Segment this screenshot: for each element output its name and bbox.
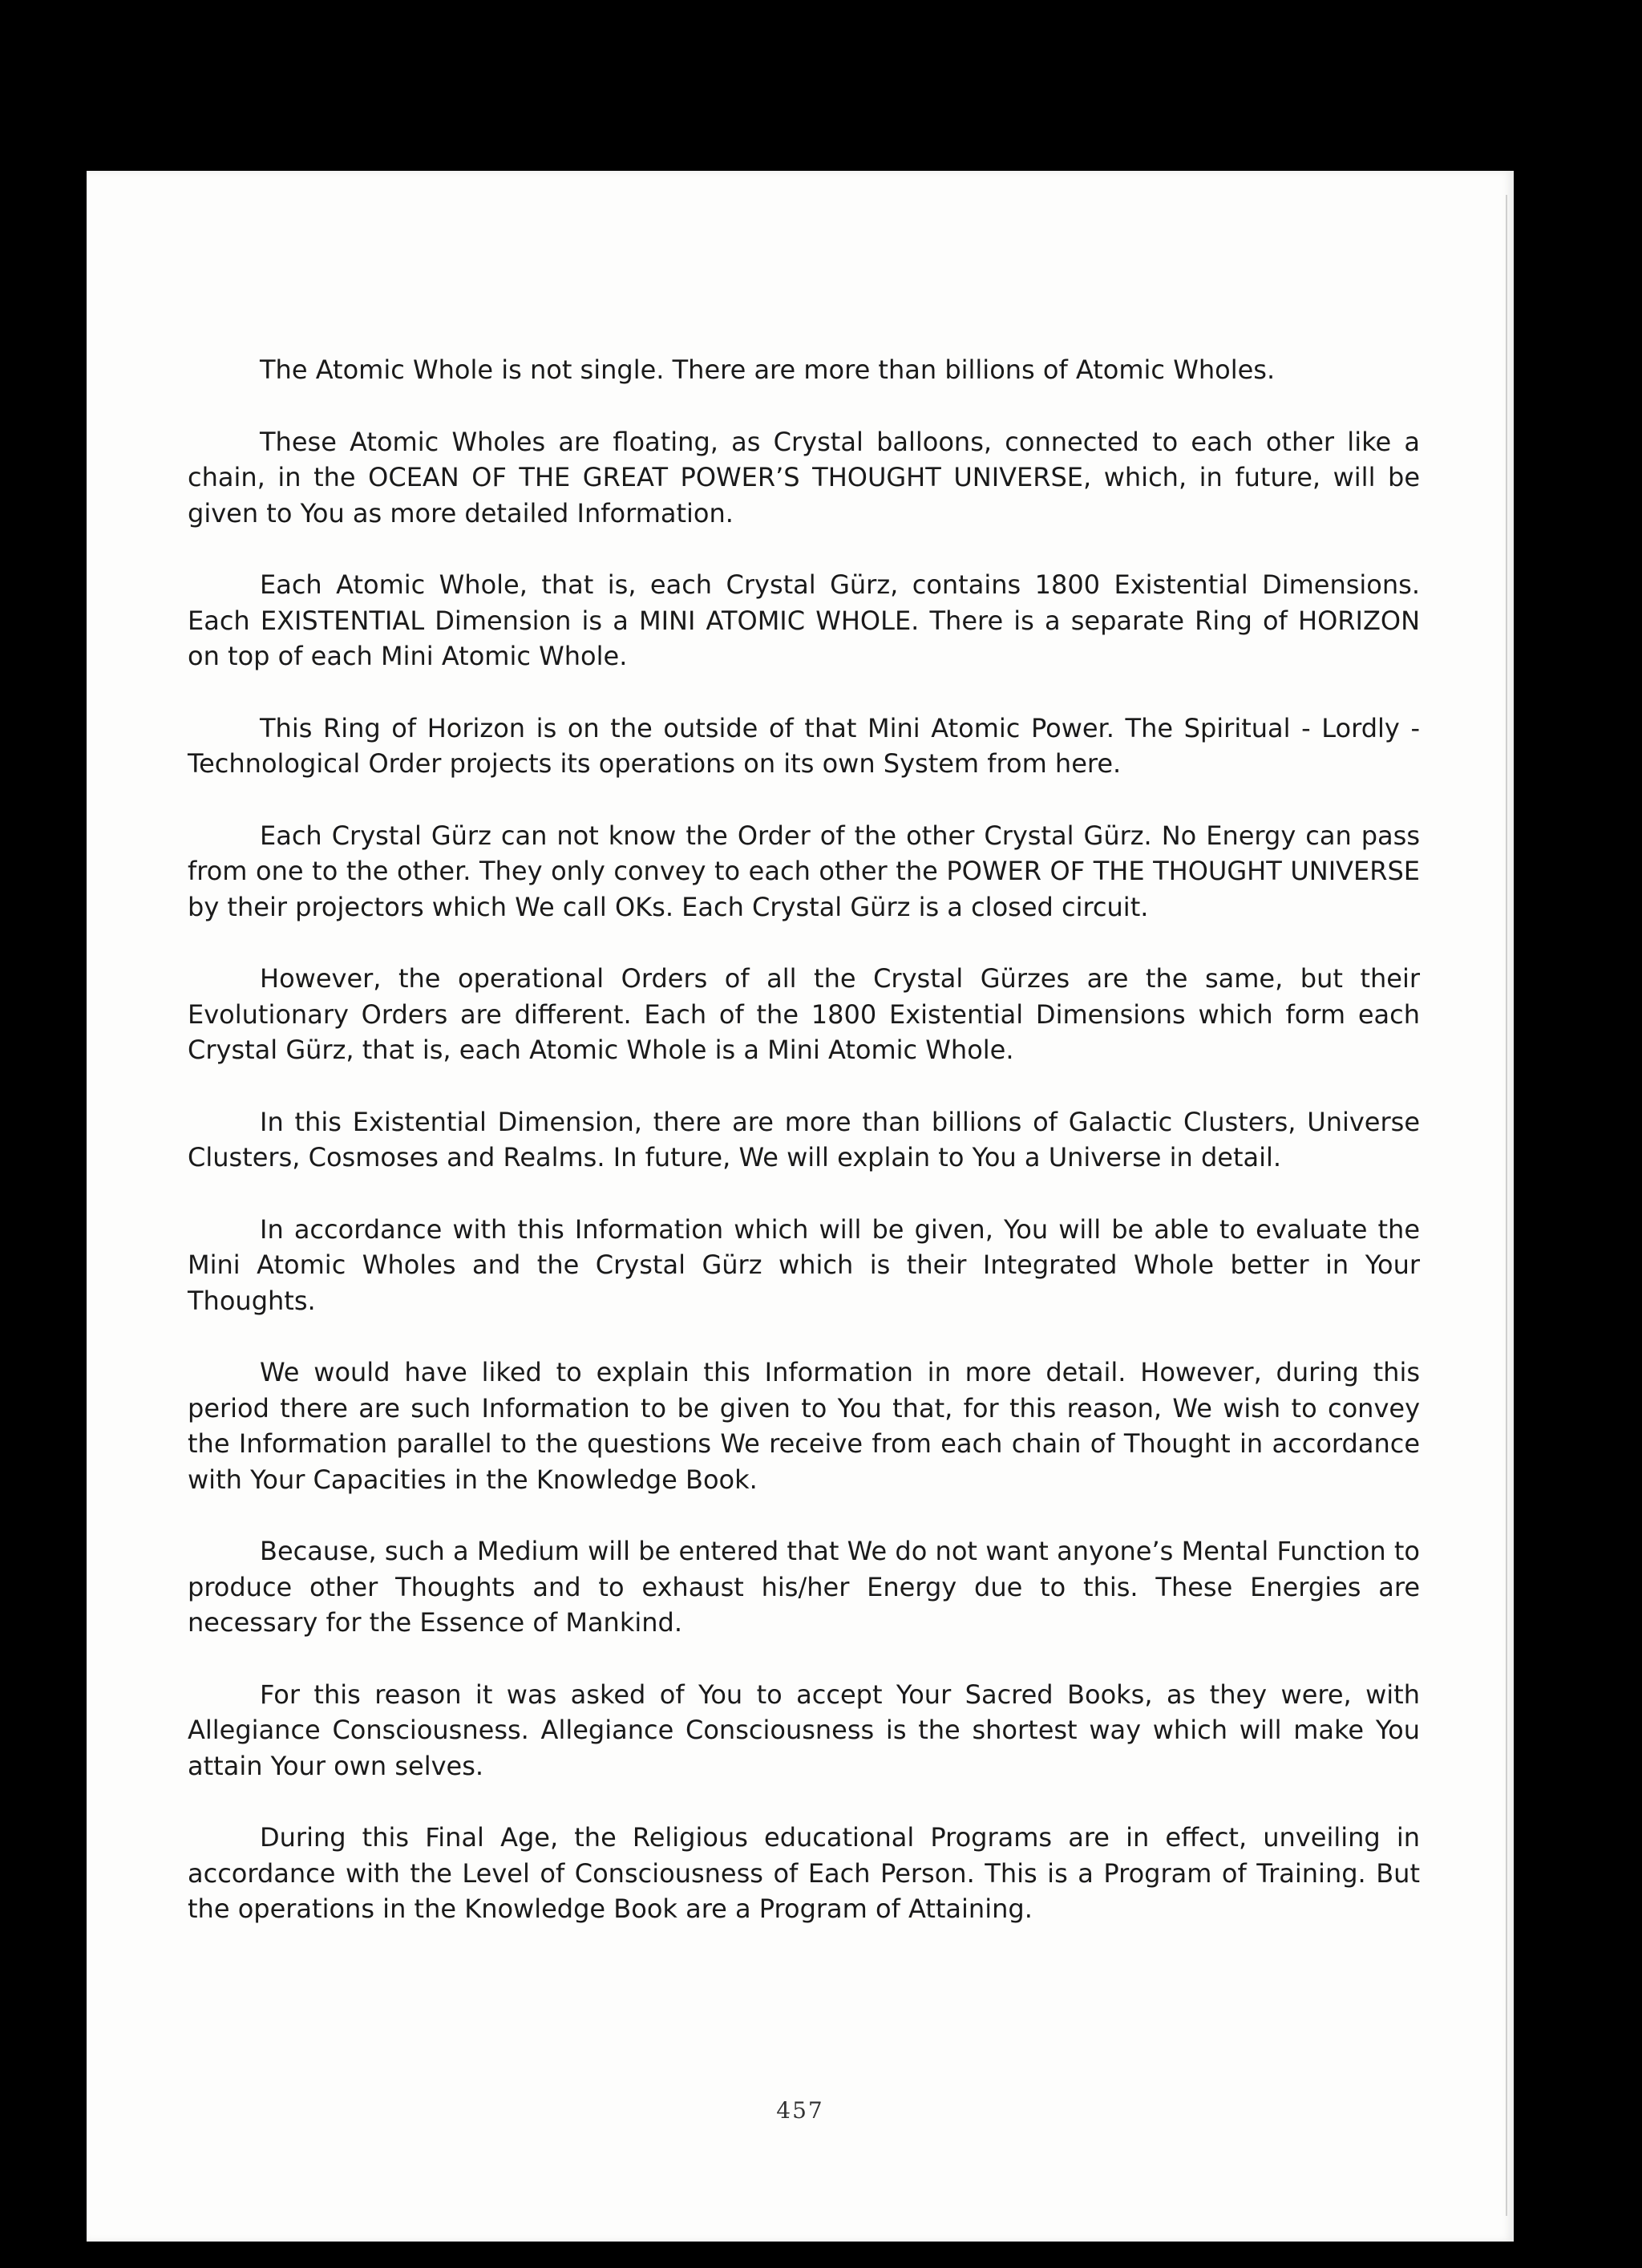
paragraph: Because, such a Medium will be entered that We do not want anyone’s Mental Function to produce other Thoughts and to exhaust his/her Energy due to this. These Energies are necessary for the Essence of Mankind. xyxy=(188,1536,1420,1638)
paragraph: The Atomic Whole is not single. There are more than billions of Atomic Wholes. xyxy=(260,354,1276,385)
page-edge-shadow xyxy=(1506,195,1507,2216)
paragraph: During this Final Age, the Religious educational Programs are in effect, unveiling in accordance with the Level of Consciousness of Each Person. This is a Program of Training. But the operations in the Knowledge Book are a Program of Attaining. xyxy=(188,1822,1420,1924)
page-body-text xyxy=(188,352,1420,1963)
paragraph: This Ring of Horizon is on the outside of that Mini Atomic Power. The Spiritual - Lordly - Technological Order projects its operations on its own System from here. xyxy=(188,712,1420,779)
paragraph: Each Crystal Gürz can not know the Order of the other Crystal Gürz. No Energy can pass from one to the other. They only convey to each other the POWER OF THE THOUGHT UNIVERSE by their projectors which We call OKs. Each Crystal Gürz is a closed circuit. xyxy=(188,820,1420,922)
paragraph: Each Atomic Whole, that is, each Crystal Gürz, contains 1800 Existential Dimensions. Each EXISTENTIAL Dimension is a MINI ATOMIC WHOLE. There is a separate Ring of HORIZON on top of each Mini Atomic Whole. xyxy=(188,569,1420,671)
paragraph: These Atomic Wholes are floating, as Crystal balloons, connected to each other like a chain, in the OCEAN OF THE GREAT POWER’S THOUGHT UNIVERSE, which, in future, will be given to You as more detailed Information. xyxy=(188,426,1420,529)
paragraph: In this Existential Dimension, there are more than billions of Galactic Clusters, Universe Clusters, Cosmoses and Realms. In future, We will explain to You a Universe in detail. xyxy=(188,1106,1420,1172)
paragraph: In accordance with this Information which will be given, You will be able to evaluate the Mini Atomic Wholes and the Crystal Gürz which is their Integrated Whole better in Your Thoughts. xyxy=(188,1213,1420,1316)
book-page xyxy=(87,171,1514,2242)
paragraph: For this reason it was asked of You to accept Your Sacred Books, as they were, with Allegiance Consciousness. Allegiance Consciousness is the shortest way which will make You attain Your own selves. xyxy=(188,1679,1420,1781)
paragraph: We would have liked to explain this Information in more detail. However, during this period there are such Information to be given to You that, for this reason, We wish to convey the Information parallel to the questions We receive from each chain of Thought in accordance with Your Capacities in the Knowledge Book. xyxy=(188,1357,1420,1495)
paragraph: However, the operational Orders of all the Crystal Gürzes are the same, but their Evolutionary Orders are different. Each of the 1800 Existential Dimensions which form each Crystal Gürz, that is, each Atomic Whole is a Mini Atomic Whole. xyxy=(188,963,1420,1065)
page-number: 457 xyxy=(776,2097,824,2124)
